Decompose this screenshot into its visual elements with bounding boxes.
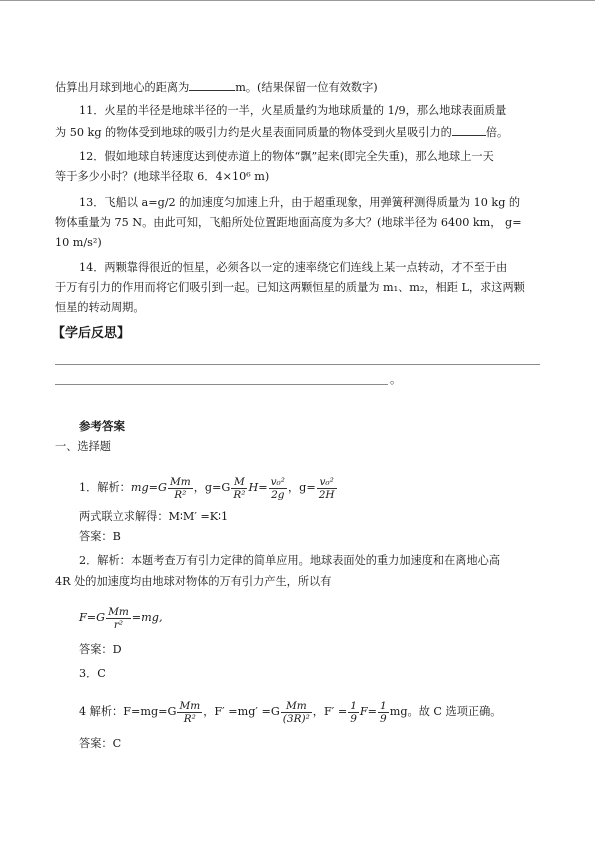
reflection-end: 。 (390, 373, 402, 386)
answer-2-formula: F=G $\frac{Mm}{\text{r²}}$ =mg, (79, 605, 163, 631)
answer-3: 3．C (79, 667, 106, 680)
reflection-title: 【学后反思】 (52, 326, 131, 341)
question-11-line1: 11．火星的半径是地球半径的一半，火星质量约为地球质量的 1/9，那么地球表面质量 (79, 104, 507, 117)
answer-blank (189, 79, 235, 91)
question-12-line2: 等于多少小时？(地球半径取 6．4×10⁶ m) (55, 170, 270, 183)
question-10-tail: 估算出月球到地心的距离为 m。(结果保留一位有效数字) (55, 81, 378, 94)
question-12-line1: 12．假如地球自转速度达到使赤道上的物体“飘”起来(即完全失重)，那么地球上一天 (79, 150, 494, 163)
fraction: $\frac{Mm}{\text{r²}}$ (108, 605, 129, 631)
answers-title: 参考答案 (79, 419, 125, 433)
question-14-line3: 恒星的转动周期。 (55, 301, 145, 314)
answers-section: 一、选择题 (55, 440, 111, 453)
fraction: $\frac{\text{v₀²}}{2H}$ (318, 475, 335, 501)
question-13-line3: 10 m/s²) (55, 236, 102, 249)
answer-blank (452, 124, 486, 136)
question-14-line2: 于万有引力的作用而将它们吸引到一起。已知这两颗恒星的质量为 m₁、m₂，相距 L，求这两颗 (55, 281, 525, 294)
answer-2-result: 答案：D (79, 643, 122, 656)
question-13-line1: 13．飞船以 a=g/2 的加速度匀加速上升，由于超重现象，用弹簧秤测得质量为 10 kg 的 (79, 196, 521, 209)
fraction: $\frac{1}{9}$ (380, 699, 387, 725)
fraction: $\frac{Mm}{\text{R²}}$ (179, 699, 201, 725)
answer-2-line2: 4R 处的加速度均由地球对物体的万有引力产生，所以有 (55, 575, 332, 588)
question-14-line1: 14．两颗靠得很近的恒星，必须各以一定的速率绕它们连线上某一点转动，才不至于由 (79, 261, 508, 274)
fraction: $\frac{1}{9}$ (350, 699, 357, 725)
answer-1-formula: 1．解析：mg=G $\frac{Mm}{\text{R²}}$ ，g=G $\frac{M}{\text{R²}}$ H= $\frac{\text{v₀²}}{2g}$ ，g= $\frac{\text{v₀²}}{2H}$ (79, 475, 335, 501)
reflection-line-2 (55, 384, 388, 385)
answer-4-result: 答案：C (79, 737, 122, 750)
top-border (0, 0, 595, 1)
answer-4-formula: 4 解析：F=mg=G $\frac{Mm}{\text{R²}}$ ，F′ =mg′ =G $\frac{Mm}{\text{(3R)²}}$ ，F′ = $\frac{1}{9}$ F= $\frac{1}{9}$ mg。故 C 选项正确。 (79, 699, 502, 725)
reflection-line-1 (55, 364, 540, 365)
answer-1-solve: 两式联立求解得：M∶M′ =K∶1 (79, 510, 229, 523)
answer-1-result: 答案：B (79, 530, 121, 543)
answer-2-line1: 2．解析：本题考查万有引力定律的简单应用。地球表面处的重力加速度和在离地心高 (79, 554, 501, 567)
question-11-line2: 为 50 kg 的物体受到地球的吸引力约是火星表面同质量的物体受到火星吸引力的 倍。 (55, 126, 509, 139)
question-13-line2: 物体重量为 75 N。由此可知，飞船所处位置距地面高度为多大？(地球半径为 6400 km， g= (55, 216, 522, 229)
fraction: $\frac{Mm}{\text{(3R)²}}$ (282, 699, 310, 725)
fraction: $\frac{M}{\text{R²}}$ (233, 475, 246, 501)
fraction: $\frac{\text{v₀²}}{2g}$ (270, 475, 285, 501)
fraction: $\frac{Mm}{\text{R²}}$ (169, 475, 191, 501)
